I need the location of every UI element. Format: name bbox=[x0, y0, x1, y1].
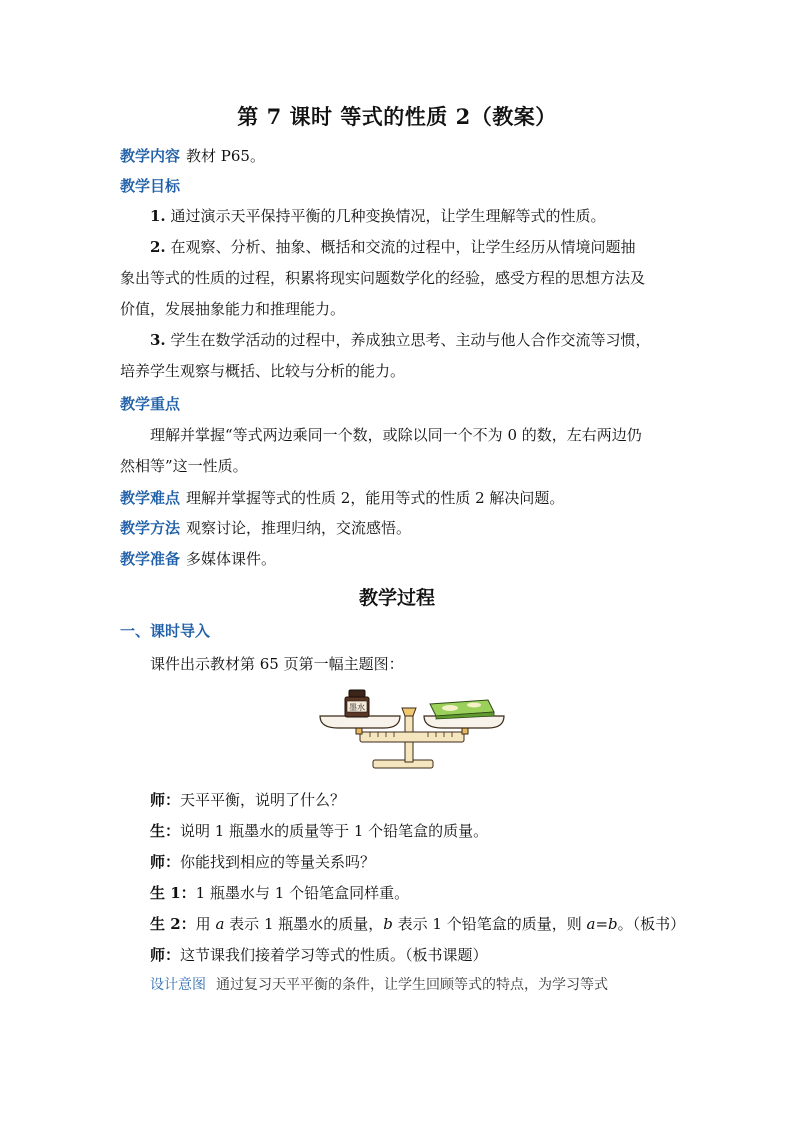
dialogue-text: 天平平衡，说明了什么？ bbox=[180, 791, 346, 809]
dialogue-line-4 bbox=[150, 882, 680, 904]
key-point-line1: 理解并掌握“等式两边乘同一个数，或除以同一个不为 0 的数，左右两边仍 bbox=[150, 426, 642, 444]
speaker-student-1: 生 1： bbox=[150, 884, 196, 902]
dialogue-line-1 bbox=[150, 789, 680, 811]
goal-item-3-line2: 培养学生观察与概括、比较与分析的能力。 bbox=[120, 362, 406, 380]
content-line bbox=[120, 145, 680, 167]
method-line bbox=[120, 517, 680, 539]
section1-heading bbox=[120, 620, 680, 642]
page-title: 第 7 课时 等式的性质 2（教案） bbox=[237, 104, 557, 129]
dialogue-text: 表示 1 个铅笔盒的质量，则 bbox=[392, 915, 587, 933]
prep-text: 多媒体课件。 bbox=[186, 550, 277, 568]
goal-item-2-line3: 价值，发展抽象能力和推理能力。 bbox=[120, 300, 346, 318]
dialogue-text: 用 bbox=[195, 915, 216, 933]
ink-label: 墨水 bbox=[349, 703, 365, 712]
goal-text: 学生在数学活动的过程中，养成独立思考、主动与他人合作交流等习惯， bbox=[170, 331, 651, 349]
process-title: 教学过程 bbox=[358, 587, 435, 609]
dialogue-text: 你能找到相应的等量关系吗？ bbox=[180, 853, 376, 871]
content-label: 教学内容 bbox=[120, 147, 181, 165]
section1-intro: 课件出示教材第 65 页第一幅主题图： bbox=[150, 655, 404, 673]
left-pan bbox=[320, 716, 400, 728]
pencil-case-icon bbox=[430, 700, 494, 719]
dialogue-text: 1 瓶墨水与 1 个铅笔盒同样重。 bbox=[195, 884, 410, 902]
dialogue-text: 。（板书） bbox=[617, 915, 686, 933]
dialogue-line-6 bbox=[150, 944, 680, 966]
ink-bottle-icon bbox=[345, 690, 369, 717]
key-point-heading bbox=[120, 393, 680, 415]
balance-scale-illustration bbox=[318, 688, 508, 770]
method-label: 教学方法 bbox=[120, 519, 181, 537]
speaker-teacher: 师： bbox=[150, 946, 181, 964]
dialogue-text: 这节课我们接着学习等式的性质。（板书课题） bbox=[180, 946, 488, 964]
dialogue-text: 表示 1 瓶墨水的质量， bbox=[224, 915, 384, 933]
goal-item-2-line1 bbox=[150, 236, 680, 258]
prep-line bbox=[120, 548, 680, 570]
goal-number: 3. bbox=[150, 331, 166, 349]
goal-number: 1. bbox=[150, 207, 166, 225]
method-text: 观察讨论，推理归纳，交流感悟。 bbox=[186, 519, 412, 537]
variable-b: b bbox=[608, 915, 618, 933]
dialogue-text: 说明 1 瓶墨水的质量等于 1 个铅笔盒的质量。 bbox=[180, 822, 489, 840]
variable-a: a bbox=[215, 915, 225, 933]
section1-label: 一、课时导入 bbox=[120, 622, 211, 640]
difficulty-label: 教学难点 bbox=[120, 489, 181, 507]
goal-text: 在观察、分析、抽象、概括和交流的过程中，让学生经历从情境问题抽 bbox=[170, 238, 636, 256]
scale-base bbox=[373, 760, 433, 768]
speaker-teacher: 师： bbox=[150, 853, 181, 871]
variable-b: b bbox=[383, 915, 393, 933]
design-intent bbox=[150, 975, 680, 995]
difficulty-text: 理解并掌握等式的性质 2，能用等式的性质 2 解决问题。 bbox=[186, 489, 565, 507]
prep-label: 教学准备 bbox=[120, 550, 181, 568]
dialogue-line-3 bbox=[150, 851, 680, 873]
dialogue-line-5 bbox=[150, 913, 686, 935]
goal-number: 2. bbox=[150, 238, 166, 256]
goal-text: 通过演示天平保持平衡的几种变换情况，让学生理解等式的性质。 bbox=[170, 207, 606, 225]
goal-item-2-line2: 象出等式的性质的过程，积累将现实问题数学化的经验，感受方程的思想方法及 bbox=[120, 269, 646, 287]
equals-sign: = bbox=[595, 915, 609, 933]
variable-a: a bbox=[586, 915, 596, 933]
difficulty-line bbox=[120, 487, 680, 509]
goals-label: 教学目标 bbox=[120, 177, 181, 195]
goal-item-3-line1 bbox=[150, 329, 680, 351]
key-point-label: 教学重点 bbox=[120, 395, 181, 413]
speaker-student: 生： bbox=[150, 822, 181, 840]
key-point-line2: 然相等”这一性质。 bbox=[120, 457, 248, 475]
dialogue-line-2 bbox=[150, 820, 680, 842]
goal-item-1 bbox=[150, 205, 680, 227]
scale-pointer bbox=[402, 708, 416, 716]
scale-beam bbox=[360, 732, 464, 742]
design-intent-label: 设计意图 bbox=[150, 977, 206, 993]
goals-heading bbox=[120, 175, 680, 197]
content-text: 教材 P65。 bbox=[186, 147, 265, 165]
speaker-teacher: 师： bbox=[150, 791, 181, 809]
design-intent-text: 通过复习天平平衡的条件，让学生回顾等式的特点，为学习等式 bbox=[216, 977, 608, 993]
speaker-student-2: 生 2： bbox=[150, 915, 196, 933]
